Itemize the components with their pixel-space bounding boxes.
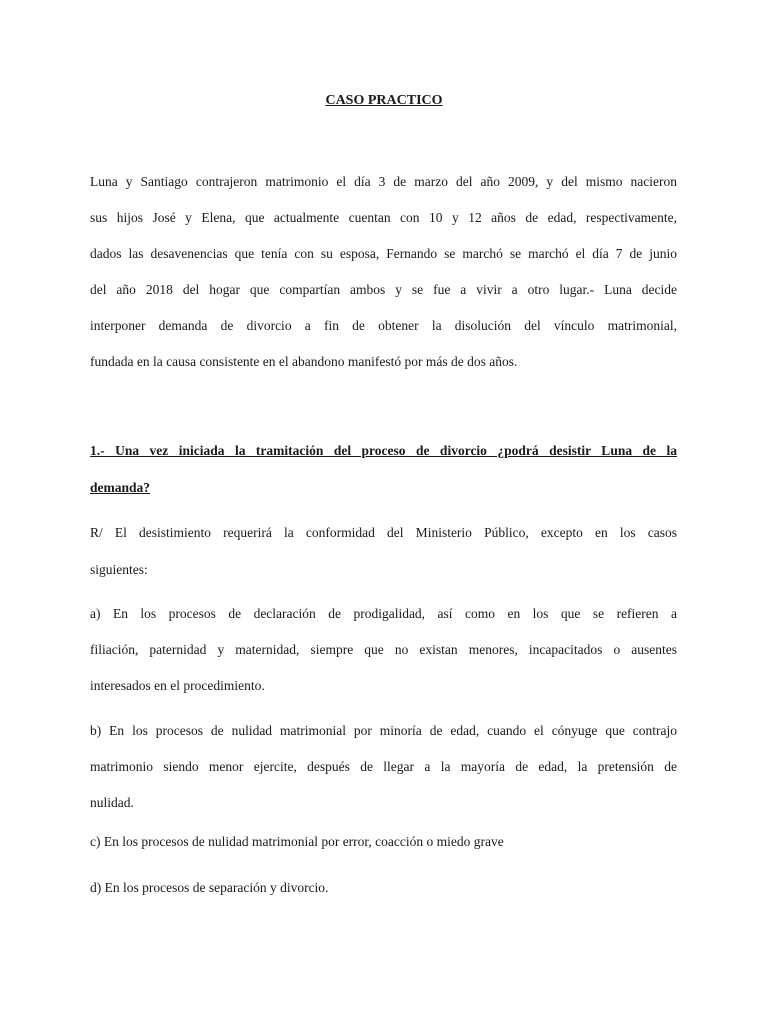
text-line: a) En los procesos de declaración de prodigalidad, así como en los que se refieren a (90, 606, 677, 621)
list-item-d (90, 876, 677, 900)
text-line: d) En los procesos de separación y divorcio. (90, 880, 329, 895)
text-line: 1.- Una vez iniciada la tramitación del proceso de divorcio ¿podrá desistir Luna de la (90, 443, 677, 458)
text-line: dados las desavenencias que tenía con su esposa, Fernando se marchó se marchó el día 7 de junio (90, 246, 677, 261)
text-line: Luna y Santiago contrajeron matrimonio el día 3 de marzo del año 2009, y del mismo nacieron (90, 174, 677, 189)
text-line: interponer demanda de divorcio a fin de obtener la disolución del vínculo matrimonial, (90, 318, 677, 333)
text-line: matrimonio siendo menor ejercite, después de llegar a la mayoría de edad, la pretensión de (90, 759, 677, 774)
text-line: nulidad. (90, 795, 134, 810)
text-line: sus hijos José y Elena, que actualmente cuentan con 10 y 12 años de edad, respectivamente, (90, 210, 677, 225)
text-line: c) En los procesos de nulidad matrimonial por error, coacción o miedo grave (90, 834, 504, 849)
document-title: CASO PRACTICO (325, 93, 443, 108)
text-line: interesados en el procedimiento. (90, 678, 265, 693)
text-line: b) En los procesos de nulidad matrimonial por minoría de edad, cuando el cónyuge que contrajo (90, 723, 677, 738)
question-heading (90, 432, 677, 506)
text-line: filiación, paternidad y maternidad, siempre que no existan menores, incapacitados o ausentes (90, 642, 677, 657)
text-line: R/ El desistimiento requerirá la conformidad del Ministerio Público, excepto en los casos (90, 525, 677, 540)
case-description-paragraph (90, 164, 677, 380)
list-item-b (90, 713, 677, 821)
list-item-c (90, 830, 677, 854)
text-line: siguientes: (90, 562, 148, 577)
text-line: del año 2018 del hogar que compartían ambos y se fue a vivir a otro lugar.- Luna decide (90, 282, 677, 297)
answer-paragraph (90, 514, 677, 588)
text-line: demanda? (90, 480, 151, 495)
list-item-a (90, 596, 677, 704)
text-line: fundada en la causa consistente en el abandono manifestó por más de dos años. (90, 354, 518, 369)
